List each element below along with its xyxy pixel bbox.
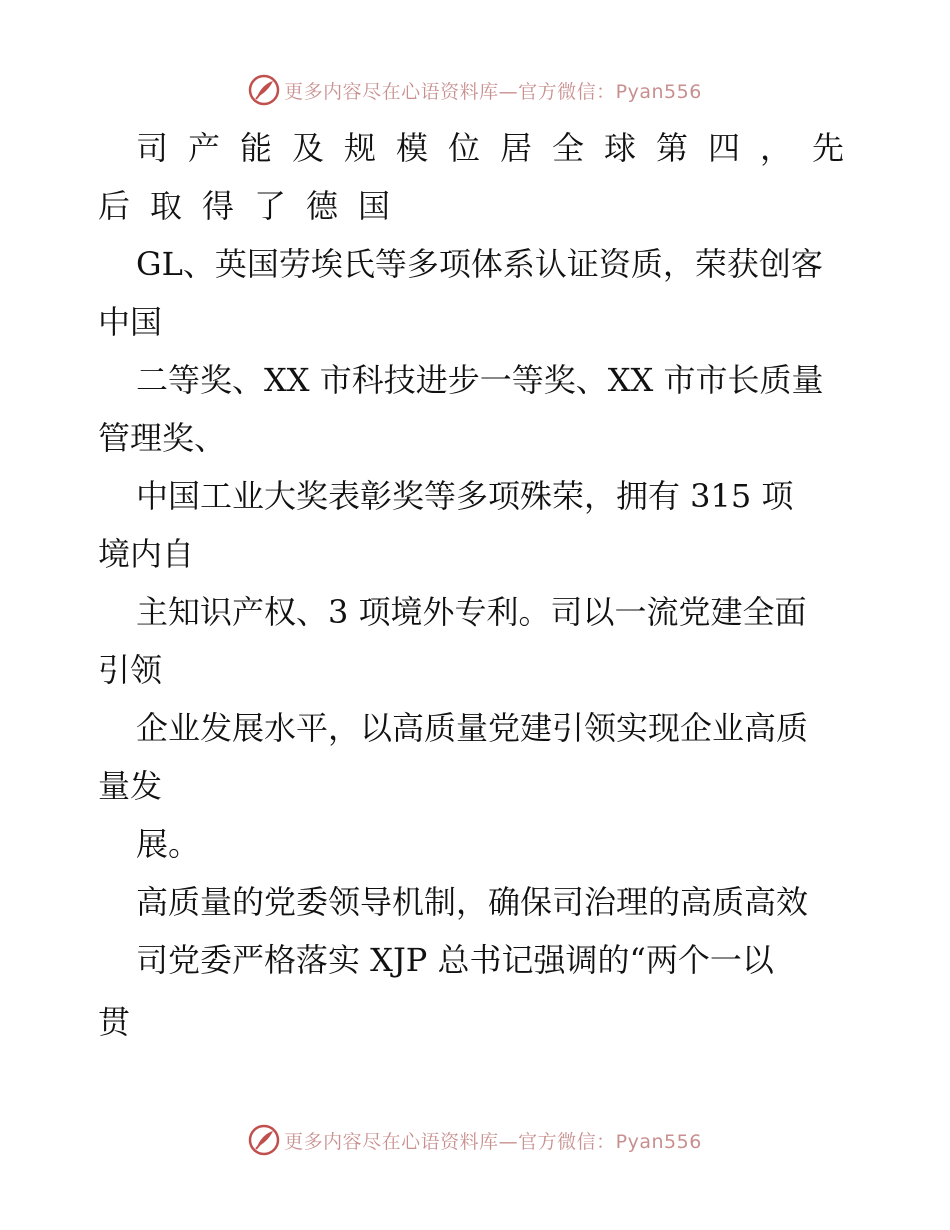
body-line-1: 司产能及规模位居全球第四，先 (136, 129, 865, 167)
body-line-15: 司党委严格落实 XJP 总书记强调的“两个一以 (136, 941, 774, 979)
quill-logo-icon (248, 74, 280, 106)
body-line-7: 中国工业大奖表彰奖等多项殊荣，拥有 315 项 (136, 477, 794, 515)
body-line-14: 高质量的党委领导机制，确保司治理的高质高效 (136, 883, 809, 921)
body-line-12: 量发 (98, 767, 163, 805)
body-line-3: GL、英国劳埃氏等多项体系认证资质，荣获创客 (136, 245, 823, 283)
body-line-6: 管理奖、 (98, 419, 227, 457)
body-line-8: 境内自 (98, 535, 195, 573)
header-watermark-banner (0, 70, 950, 110)
body-line-13: 展。 (136, 825, 201, 863)
body-line-5: 二等奖、XX 市科技进步一等奖、XX 市市长质量 (136, 361, 824, 399)
body-line-9: 主知识产权、3 项境外专利。司以一流党建全面 (136, 593, 807, 631)
footer-watermark-banner (0, 1120, 950, 1160)
quill-logo-icon (248, 1124, 280, 1156)
body-line-10: 引领 (98, 651, 163, 689)
header-watermark-text: 更多内容尽在心语资料库—官方微信：Pyan556 (284, 80, 702, 103)
body-line-4: 中国 (98, 303, 163, 341)
body-line-11: 企业发展水平，以高质量党建引领实现企业高质 (136, 709, 809, 747)
body-line-2: 后取得了德国 (98, 187, 411, 225)
body-line-16: 贯 (98, 1003, 131, 1041)
footer-watermark-text: 更多内容尽在心语资料库—官方微信：Pyan556 (284, 1130, 702, 1153)
